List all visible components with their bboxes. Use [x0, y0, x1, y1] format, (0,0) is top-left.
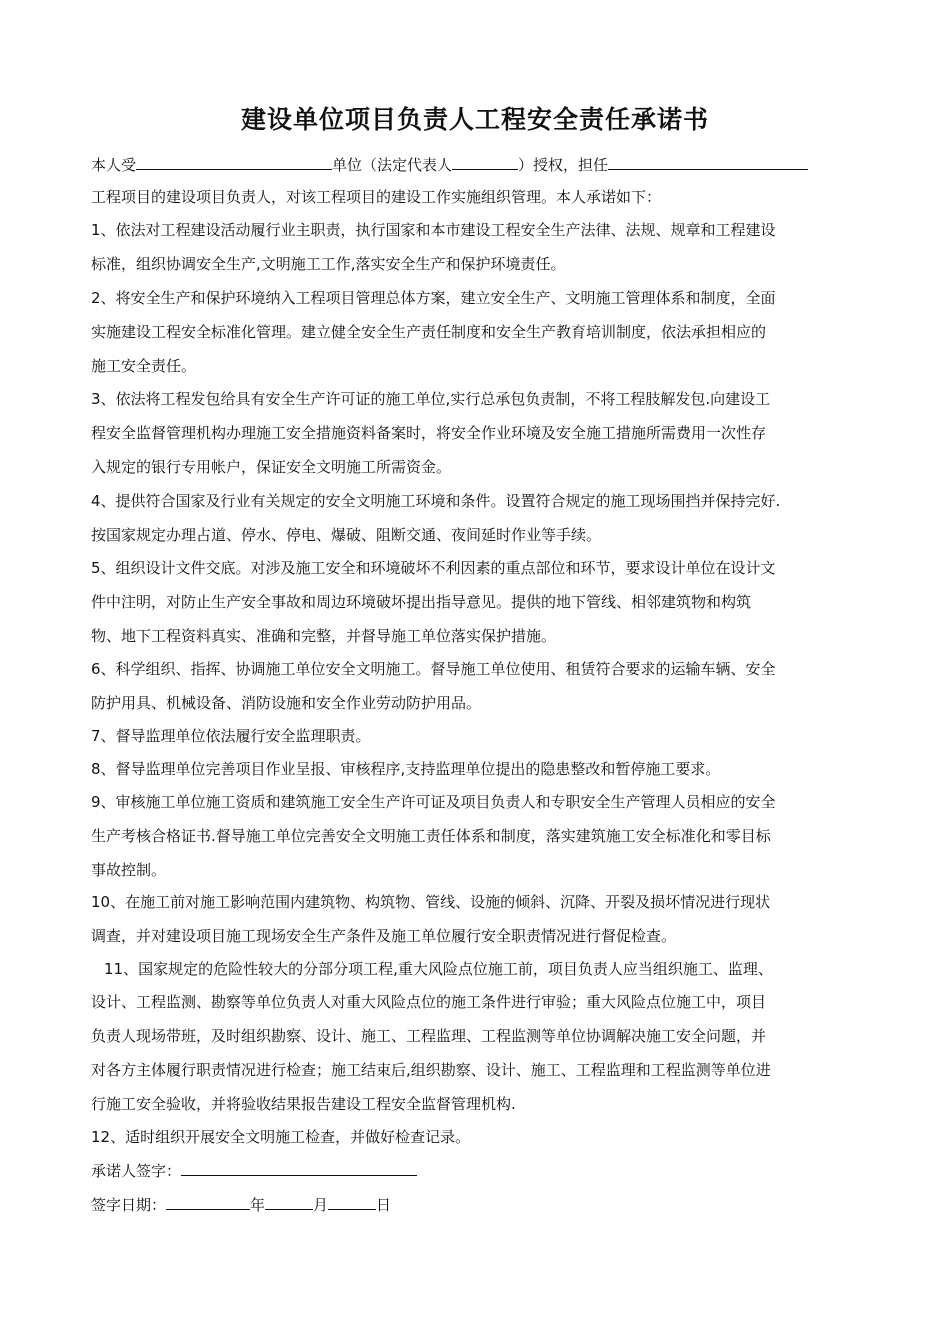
- intro-line-1: [91, 153, 808, 176]
- commitment-item-2-line: 施工安全责任。: [91, 357, 197, 375]
- signature-row: [91, 1159, 417, 1182]
- commitment-item-3-line: 3、依法将工程发包给具有安全生产许可证的施工单位,实行总承包负责制，不将工程肢解发包.向建设工: [91, 390, 771, 408]
- commitment-item-4-line: 按国家规定办理占道、停水、停电、爆破、阻断交通、夜间延时作业等手续。: [91, 526, 602, 544]
- date-row: [91, 1193, 391, 1216]
- year-label: 年: [250, 1196, 266, 1214]
- commitment-item-10-line: 调查，并对建设项目施工现场安全生产条件及施工单位履行安全职责情况进行督促检查。: [91, 927, 677, 945]
- document-title: 建设单位项目负责人工程安全责任承诺书: [240, 105, 709, 134]
- intro-unit-text: 单位（法定代表人: [332, 156, 453, 174]
- signature-blank[interactable]: [181, 1159, 417, 1176]
- legal-representative-blank[interactable]: [452, 153, 518, 170]
- intro-line-2: 工程项目的建设项目负责人，对该工程项目的建设工作实施组织管理。本人承诺如下：: [91, 188, 662, 206]
- commitment-item-9-line: 9、审核施工单位施工资质和建筑施工安全生产许可证及项目负责人和专职安全生产管理人员相应的安全: [91, 793, 776, 811]
- project-name-blank[interactable]: [608, 153, 808, 170]
- day-blank[interactable]: [328, 1193, 376, 1210]
- commitment-item-1-line: 标准，组织协调安全生产,文明施工工作,落实安全生产和保护环境责任。: [91, 255, 566, 273]
- intro-prefix: 本人受: [91, 156, 137, 174]
- commitment-item-3-line: 程安全监督管理机构办理施工安全措施资料备案时，将安全作业环境及安全施工措施所需费用一次性存: [91, 424, 767, 442]
- commitment-item-11-line: 设计、工程监测、勘察等单位负责人对重大风险点位的施工条件进行审验；重大风险点位施工中，项目: [91, 993, 767, 1011]
- commitment-item-11-line: 对各方主体履行职责情况进行检查；施工结束后,组织勘察、设计、施工、工程监理和工程监测等单位进: [91, 1061, 771, 1079]
- commitment-item-10-line: 10、在施工前对施工影响范围内建筑物、构筑物、管线、设施的倾斜、沉降、开裂及损坏情况进行现状: [91, 893, 771, 911]
- date-label: 签字日期：: [91, 1196, 167, 1214]
- commitment-item-8-line: 8、督导监理单位完善项目作业呈报、审核程序,支持监理单位提出的隐患整改和暂停施工要求。: [91, 760, 721, 778]
- commitment-item-5-line: 件中注明，对防止生产安全事故和周边环境破坏提出指导意见。提供的地下管线、相邻建筑物和构筑: [91, 593, 752, 611]
- commitment-item-4-line: 4、提供符合国家及行业有关规定的安全文明施工环境和条件。设置符合规定的施工现场围挡并保持完好.: [91, 492, 781, 510]
- commitment-item-3-line: 入规定的银行专用帐户，保证安全文明施工所需资金。: [91, 458, 452, 476]
- commitment-item-9-line: 事故控制。: [91, 861, 167, 879]
- commitment-item-11-line: 行施工安全验收，并将验收结果报告建设工程安全监督管理机构.: [91, 1095, 516, 1113]
- commitment-item-11-line: 负责人现场带班，及时组织勘察、设计、施工、工程监理、工程监测等单位协调解决施工安全问题，并: [91, 1027, 767, 1045]
- entrusting-unit-blank[interactable]: [136, 153, 332, 170]
- commitment-item-5-line: 5、组织设计文件交底。对涉及施工安全和环境破坏不利因素的重点部位和环节，要求设计单位在设计文: [91, 559, 776, 577]
- commitment-item-9-line: 生产考核合格证书.督导施工单位完善安全文明施工责任体系和制度，落实建筑施工安全标准化和零目标: [91, 827, 771, 845]
- commitment-item-6-line: 6、科学组织、指挥、协调施工单位安全文明施工。督导施工单位使用、租赁符合要求的运输车辆、安全: [91, 660, 776, 678]
- commitment-item-12-line: 12、适时组织开展安全文明施工检查，并做好检查记录。: [91, 1128, 471, 1146]
- intro-authorize-text: ）授权，担任: [518, 156, 609, 174]
- day-label: 日: [376, 1196, 392, 1214]
- commitment-item-5-line: 物、地下工程资料真实、准确和完整，并督导施工单位落实保护措施。: [91, 627, 557, 645]
- commitment-item-6-line: 防护用具、机械设备、消防设施和安全作业劳动防护用品。: [91, 694, 482, 712]
- month-blank[interactable]: [265, 1193, 313, 1210]
- commitment-item-2-line: 实施建设工程安全标准化管理。建立健全安全生产责任制度和安全生产教育培训制度，依法承担相应的: [91, 323, 767, 341]
- signature-label: 承诺人签字：: [91, 1162, 182, 1180]
- commitment-item-7-line: 7、督导监理单位依法履行安全监理职责。: [91, 727, 371, 745]
- month-label: 月: [313, 1196, 329, 1214]
- commitment-item-2-line: 2、将安全生产和保护环境纳入工程项目管理总体方案，建立安全生产、文明施工管理体系和制度，全面: [91, 289, 776, 307]
- commitment-item-1-line: 1、依法对工程建设活动履行业主职责，执行国家和本市建设工程安全生产法律、法规、规章和工程建设: [91, 221, 776, 239]
- commitment-item-11-line: 11、国家规定的危险性较大的分部分项工程,重大风险点位施工前，项目负责人应当组织施工、监理、: [104, 960, 773, 978]
- year-blank[interactable]: [166, 1193, 250, 1210]
